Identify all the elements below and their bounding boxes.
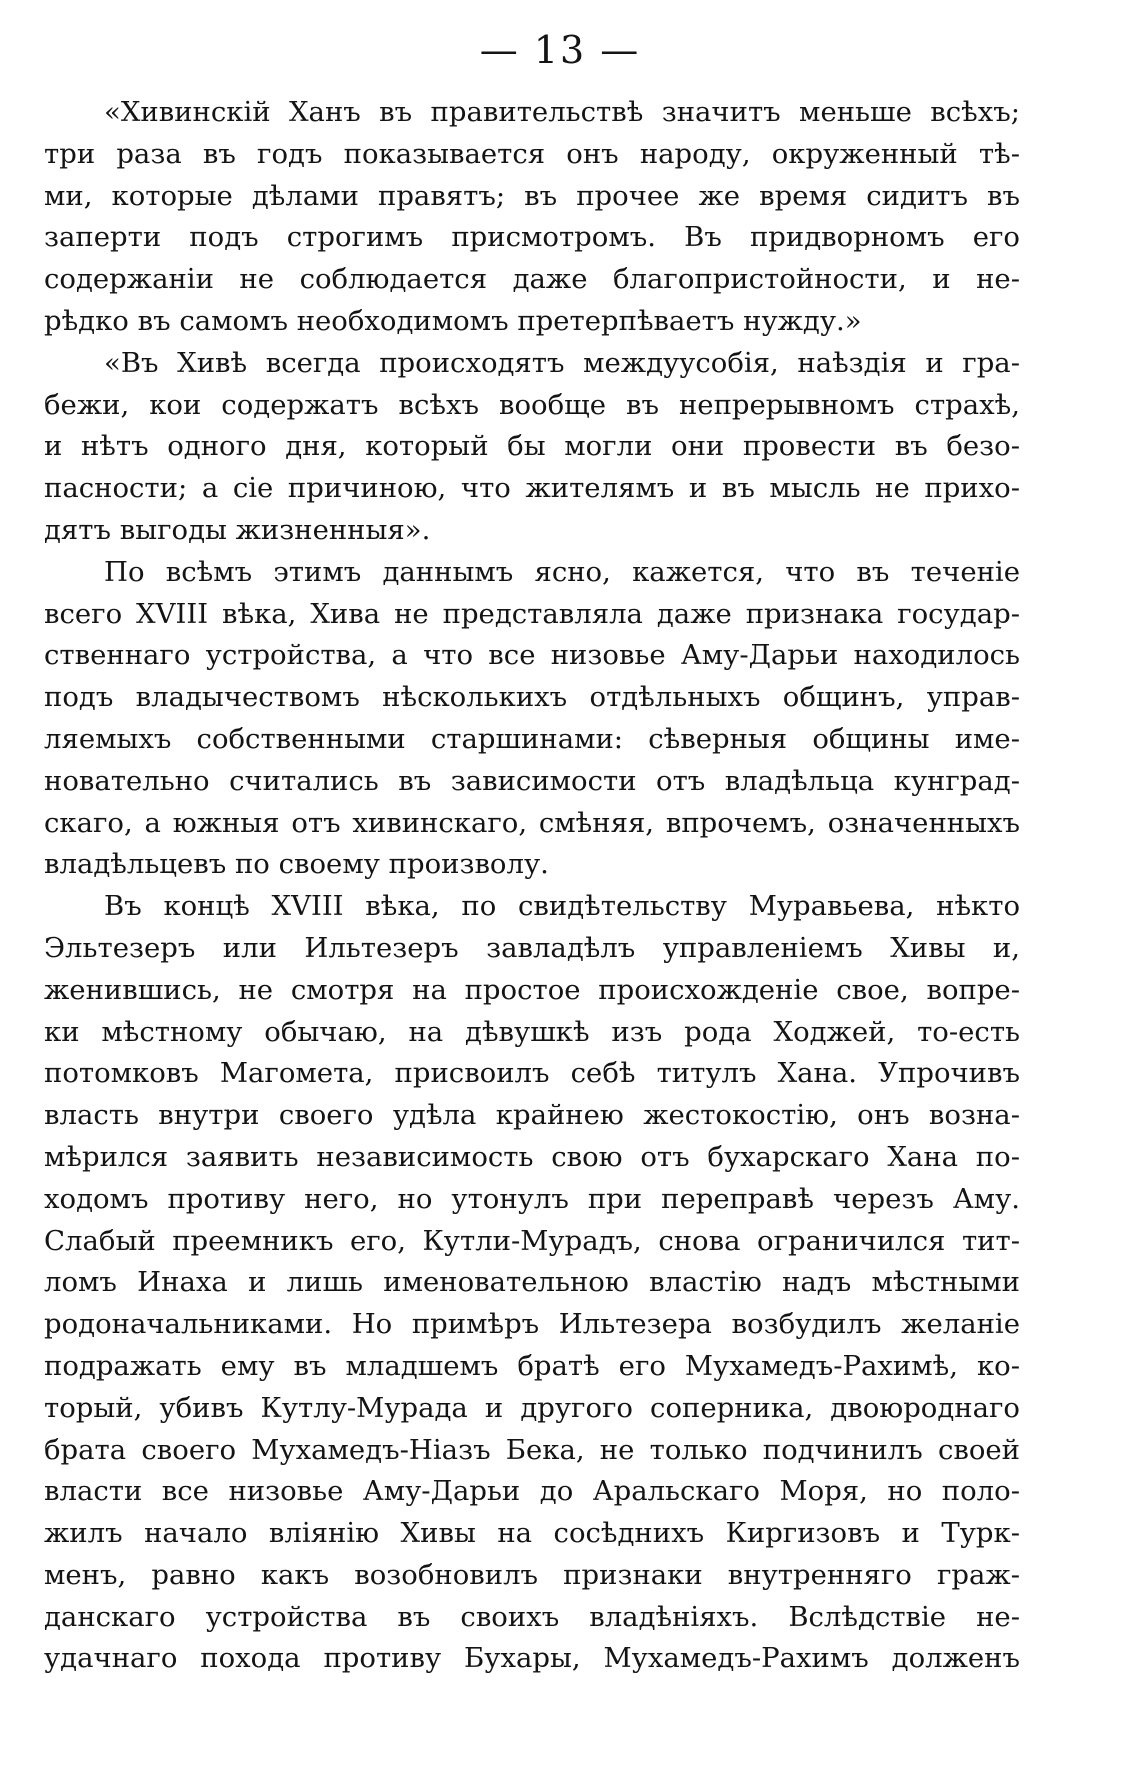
text-line: ки мѣстному обычаю, на дѣвушкѣ изъ рода Ходжей, то-есть — [44, 1015, 1020, 1048]
text-line: брата своего Мухамедъ-Ніазъ Бека, не только подчинилъ своей — [44, 1433, 1020, 1466]
text-line: торый, убивъ Кутлу-Мурада и другого соперника, двоюроднаго — [44, 1391, 1020, 1424]
paragraph-khiva-quote — [44, 343, 1020, 552]
text-line: власти все низовье Аму-Дарьи до Аральскаго Моря, но поло- — [44, 1475, 1020, 1508]
text-line: подъ владычествомъ нѣсколькихъ отдѣльныхъ общинъ, управ- — [44, 681, 1020, 714]
text-line: дятъ выгоды жизненныя». — [44, 513, 431, 546]
body-text — [44, 92, 1020, 1680]
text-line: потомковъ Магомета, присвоилъ себѣ титулъ Хана. Упрочивъ — [44, 1057, 1020, 1090]
text-line: Слабый преемникъ его, Кутли-Мурадъ, снова ограничился тит- — [44, 1224, 1020, 1257]
text-line: три раза въ годъ показывается онъ народу, окруженный тѣ- — [44, 137, 1020, 170]
text-line: женившись, не смотря на простое происхожденіе свое, вопре- — [44, 973, 1020, 1006]
text-line: новательно считались въ зависимости отъ владѣльца кунград- — [44, 764, 1020, 797]
text-line: скаго, а южныя отъ хивинскаго, смѣняя, впрочемъ, означенныхъ — [44, 806, 1020, 839]
text-line: «Въ Хивѣ всегда происходятъ междуусобія, наѣздія и гра- — [104, 346, 1020, 379]
page-number: — 13 — — [479, 28, 641, 72]
text-line: ляемыхъ собственными старшинами: сѣверныя общины име- — [44, 722, 1020, 755]
paragraph-eighteenth-century — [44, 552, 1020, 886]
text-line: содержаніи не соблюдается даже благопристойности, и не- — [44, 263, 1020, 296]
text-line: мѣрился заявить независимость свою отъ бухарскаго Хана по- — [44, 1140, 1020, 1173]
text-line: подражать ему въ младшемъ братѣ его Мухамедъ-Рахимѣ, ко- — [44, 1349, 1020, 1382]
text-line: владѣльцевъ по своему произволу. — [44, 848, 549, 881]
text-line: пасности; а сіе причиною, что жителямъ и въ мысль не прихо- — [44, 472, 1020, 505]
text-line: менъ, равно какъ возобновилъ признаки внутренняго граж- — [44, 1558, 1020, 1591]
text-line: ходомъ противу него, но утонулъ при переправѣ черезъ Аму. — [44, 1182, 1020, 1215]
text-line: всего XVIII вѣка, Хива не представляла даже признака государ- — [44, 597, 1020, 630]
paragraph-end-of-century — [44, 886, 1020, 1680]
text-line: бежи, кои содержатъ всѣхъ вообще въ непрерывномъ страхѣ, — [44, 388, 1020, 421]
text-line: удачнаго похода противу Бухары, Мухамедъ-Рахимъ долженъ — [44, 1642, 1020, 1675]
text-line: Въ концѣ XVIII вѣка, по свидѣтельству Муравьева, нѣкто — [104, 890, 1020, 923]
text-line: рѣдко въ самомъ необходимомъ претерпѣваетъ нужду.» — [44, 304, 862, 337]
text-line: «Хивинскій Ханъ въ правительствѣ значитъ меньше всѣхъ; — [104, 96, 1020, 128]
paragraph-khan-quote — [44, 92, 1020, 343]
text-line: и нѣтъ одного дня, который бы могли они провести въ безо- — [44, 430, 1020, 463]
text-line: власть внутри своего удѣла крайнею жестокостію, онъ возна- — [44, 1099, 1020, 1132]
text-line: данскаго устройства въ своихъ владѣніяхъ. Вслѣдствіе не- — [44, 1600, 1020, 1633]
text-line: заперти подъ строгимъ присмотромъ. Въ придворномъ его — [44, 221, 1020, 254]
text-line: По всѣмъ этимъ даннымъ ясно, кажется, что въ теченіе — [104, 555, 1020, 588]
text-line: жилъ начало вліянію Хивы на сосѣднихъ Киргизовъ и Турк- — [44, 1517, 1020, 1550]
text-line: ломъ Инаха и лишь именовательною властію надъ мѣстными — [44, 1266, 1020, 1299]
text-line: ственнаго устройства, а что все низовье Аму-Дарьи находилось — [44, 639, 1020, 672]
text-line: Эльтезеръ или Ильтезеръ завладѣлъ управленіемъ Хивы и, — [44, 931, 1020, 964]
text-line: ми, которые дѣлами правятъ; въ прочее же время сидитъ въ — [44, 179, 1020, 212]
text-line: родоначальниками. Но примѣръ Ильтезера возбудилъ желаніе — [44, 1308, 1020, 1341]
